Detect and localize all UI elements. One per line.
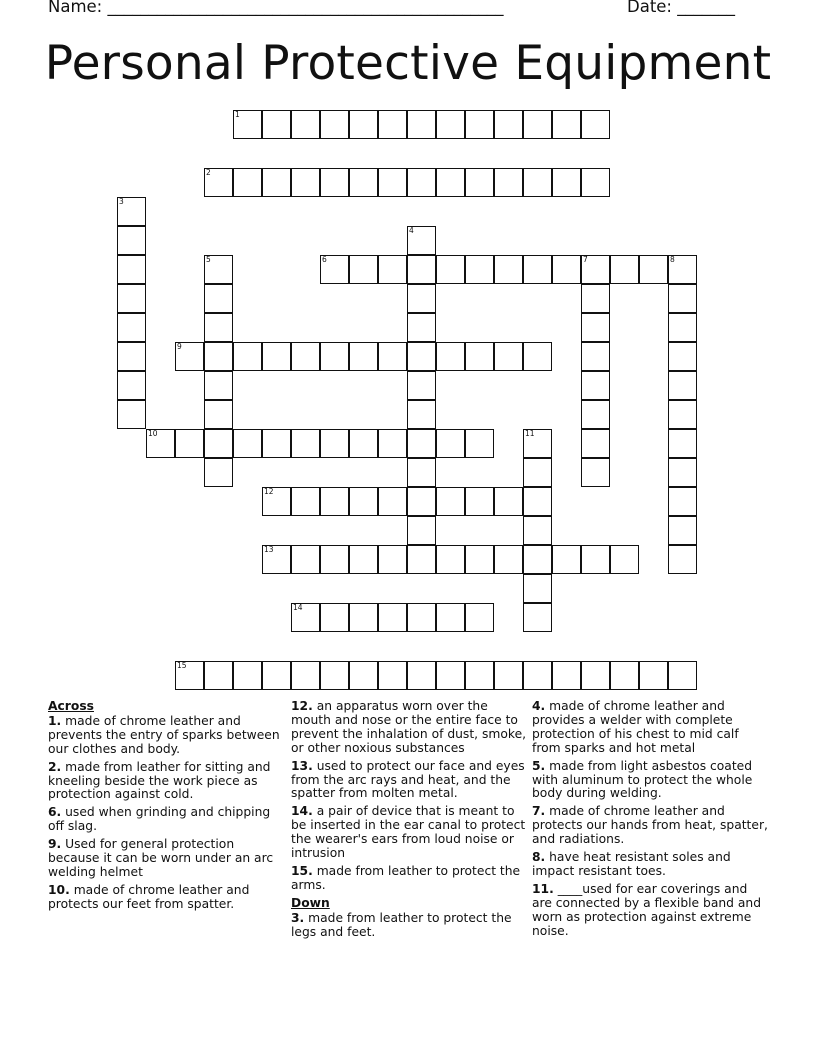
grid-cell[interactable] [494, 661, 523, 690]
grid-cell[interactable] [233, 661, 262, 690]
clue-item-number: 5. [532, 758, 546, 773]
grid-cell[interactable] [523, 545, 552, 574]
grid-cell[interactable] [407, 661, 436, 690]
grid-cell[interactable] [117, 197, 146, 226]
grid-cell[interactable] [668, 458, 697, 487]
grid-cell[interactable] [233, 110, 262, 139]
grid-cell[interactable] [204, 342, 233, 371]
clue-item-text: made of chrome leather and protects our feet from spatter. [48, 882, 250, 911]
grid-cell[interactable] [262, 487, 291, 516]
grid-cell[interactable] [378, 110, 407, 139]
grid-cell[interactable] [494, 168, 523, 197]
down-clue-list-continued [532, 700, 768, 939]
grid-cell[interactable] [378, 545, 407, 574]
grid-cell[interactable] [552, 545, 581, 574]
grid-cell[interactable] [581, 284, 610, 313]
clue-item [48, 884, 284, 912]
grid-cell[interactable] [436, 661, 465, 690]
grid-cell[interactable] [436, 110, 465, 139]
clue-number: 6 [322, 255, 327, 264]
clue-number: 10 [148, 429, 158, 438]
grid-cell[interactable] [465, 545, 494, 574]
grid-cell[interactable] [581, 110, 610, 139]
grid-cell[interactable] [204, 284, 233, 313]
clue-number: 1 [235, 110, 240, 119]
date-field[interactable]: Date: _______ [627, 0, 735, 16]
grid-cell[interactable] [262, 545, 291, 574]
clue-number: 15 [177, 661, 187, 670]
grid-cell[interactable] [233, 429, 262, 458]
grid-cell[interactable] [407, 516, 436, 545]
grid-cell[interactable] [523, 574, 552, 603]
clue-item-text: a pair of device that is meant to be inserted in the ear canal to protect the wearer's ears from loud noise or intrusion [291, 804, 526, 861]
clue-item [532, 883, 768, 939]
grid-cell[interactable] [407, 603, 436, 632]
grid-cell[interactable] [349, 603, 378, 632]
grid-cell[interactable] [465, 110, 494, 139]
grid-cell[interactable] [436, 429, 465, 458]
clue-item-text: made of chrome leather and prevents the entry of sparks between our clothes and body. [48, 713, 280, 756]
grid-cell[interactable] [378, 661, 407, 690]
clue-item-number: 3. [291, 910, 305, 925]
grid-cell[interactable] [639, 661, 668, 690]
clue-item-number: 4. [532, 699, 546, 713]
grid-cell[interactable] [349, 110, 378, 139]
clue-number: 11 [525, 429, 535, 438]
grid-cell[interactable] [552, 110, 581, 139]
grid-cell[interactable] [233, 342, 262, 371]
grid-cell[interactable] [204, 458, 233, 487]
page-title: Personal Protective Equipment [44, 36, 772, 91]
clue-item-text: made from light asbestos coated with aluminum to protect the whole body during welding. [532, 758, 753, 801]
clue-item [291, 760, 527, 802]
grid-cell[interactable] [146, 429, 175, 458]
grid-cell[interactable] [407, 168, 436, 197]
across-clue-list [48, 715, 284, 912]
grid-cell[interactable] [494, 110, 523, 139]
grid-cell[interactable] [668, 342, 697, 371]
grid-cell[interactable] [378, 255, 407, 284]
grid-cell[interactable] [494, 255, 523, 284]
clue-item-text: Used for general protection because it can be worn under an arc welding helmet [48, 837, 274, 879]
grid-cell[interactable] [291, 110, 320, 139]
grid-cell[interactable] [668, 255, 697, 284]
down-heading: Down [291, 895, 330, 910]
grid-cell[interactable] [262, 168, 291, 197]
grid-cell[interactable] [407, 545, 436, 574]
grid-cell[interactable] [291, 168, 320, 197]
clue-item-text: made of chrome leather and provides a welder with complete protection of his chest to mid calf from sparks and hot metal [532, 699, 739, 755]
grid-cell[interactable] [552, 661, 581, 690]
clue-item-text: ____used for ear coverings and are connected by a flexible band and worn as protection against extreme noise. [532, 881, 761, 938]
clue-item-text: used when grinding and chipping off slag. [48, 805, 271, 834]
clue-item [532, 851, 768, 879]
grid-cell[interactable] [523, 168, 552, 197]
grid-cell[interactable] [668, 400, 697, 429]
clue-number: 9 [177, 342, 182, 351]
grid-cell[interactable] [291, 603, 320, 632]
grid-cell[interactable] [552, 168, 581, 197]
grid-cell[interactable] [581, 400, 610, 429]
grid-cell[interactable] [581, 545, 610, 574]
clue-item [291, 912, 527, 940]
clue-item-number: 2. [48, 759, 62, 774]
grid-cell[interactable] [523, 110, 552, 139]
down-clue-list [291, 912, 527, 940]
grid-cell[interactable] [291, 545, 320, 574]
clue-number: 3 [119, 197, 124, 206]
grid-cell[interactable] [436, 545, 465, 574]
grid-cell[interactable] [117, 400, 146, 429]
clue-item-text: used to protect our face and eyes from the arc rays and heat, and the spatter from molten metal. [291, 758, 525, 801]
grid-cell[interactable] [523, 487, 552, 516]
clue-item-number: 15. [291, 863, 313, 878]
grid-cell[interactable] [407, 110, 436, 139]
grid-cell[interactable] [465, 661, 494, 690]
clue-item [532, 700, 768, 756]
grid-cell[interactable] [407, 400, 436, 429]
grid-cell[interactable] [523, 342, 552, 371]
grid-cell[interactable] [668, 487, 697, 516]
clue-item-text: have heat resistant soles and impact resistant toes. [532, 850, 731, 878]
grid-cell[interactable] [349, 487, 378, 516]
grid-cell[interactable] [494, 545, 523, 574]
clues-column-2 [291, 700, 527, 944]
grid-cell[interactable] [465, 168, 494, 197]
grid-cell[interactable] [262, 429, 291, 458]
grid-cell[interactable] [204, 400, 233, 429]
grid-cell[interactable] [117, 284, 146, 313]
grid-cell[interactable] [552, 255, 581, 284]
grid-cell[interactable] [668, 284, 697, 313]
grid-cell[interactable] [320, 342, 349, 371]
clue-item-text: made of chrome leather and protects our hands from heat, spatter, and radiations. [532, 804, 768, 847]
clue-item [291, 700, 527, 756]
clue-item-number: 7. [532, 804, 546, 819]
clue-item [48, 715, 284, 757]
clue-number: 14 [293, 603, 303, 612]
across-heading: Across [48, 699, 94, 713]
grid-cell[interactable] [436, 255, 465, 284]
grid-cell[interactable] [349, 255, 378, 284]
grid-cell[interactable] [581, 168, 610, 197]
grid-cell[interactable] [494, 487, 523, 516]
clue-item-number: 13. [291, 758, 313, 773]
grid-cell[interactable] [523, 458, 552, 487]
clue-number: 13 [264, 545, 274, 554]
grid-cell[interactable] [204, 371, 233, 400]
grid-cell[interactable] [407, 284, 436, 313]
clue-item [48, 838, 284, 880]
grid-cell[interactable] [465, 429, 494, 458]
clue-number: 4 [409, 226, 414, 235]
grid-cell[interactable] [320, 661, 349, 690]
grid-cell[interactable] [349, 168, 378, 197]
grid-cell[interactable] [581, 371, 610, 400]
grid-cell[interactable] [581, 661, 610, 690]
grid-cell[interactable] [668, 661, 697, 690]
clue-item [48, 806, 284, 834]
grid-cell[interactable] [204, 313, 233, 342]
grid-cell[interactable] [436, 168, 465, 197]
grid-cell[interactable] [262, 110, 291, 139]
grid-cell[interactable] [407, 313, 436, 342]
clue-item-text: made from leather to protect the arms. [291, 863, 521, 892]
grid-cell[interactable] [320, 603, 349, 632]
grid-cell[interactable] [175, 661, 204, 690]
grid-cell[interactable] [407, 371, 436, 400]
grid-cell[interactable] [204, 255, 233, 284]
grid-cell[interactable] [291, 429, 320, 458]
grid-cell[interactable] [581, 255, 610, 284]
grid-cell[interactable] [407, 255, 436, 284]
clue-item-number: 6. [48, 805, 62, 820]
grid-cell[interactable] [436, 487, 465, 516]
grid-cell[interactable] [523, 661, 552, 690]
grid-cell[interactable] [523, 255, 552, 284]
grid-cell[interactable] [320, 487, 349, 516]
clue-number: 7 [583, 255, 588, 264]
clue-item-text: made from leather for sitting and kneeling beside the work piece as protection against cold. [48, 759, 271, 802]
clue-item-number: 8. [532, 850, 546, 865]
grid-cell[interactable] [349, 661, 378, 690]
grid-cell[interactable] [320, 545, 349, 574]
grid-cell[interactable] [523, 429, 552, 458]
grid-cell[interactable] [668, 516, 697, 545]
grid-cell[interactable] [349, 545, 378, 574]
clue-item-text: an apparatus worn over the mouth and nose or the entire face to prevent the inhalation of dust, smoke, or other noxious substances [291, 699, 527, 755]
grid-cell[interactable] [436, 342, 465, 371]
grid-cell[interactable] [117, 255, 146, 284]
grid-cell[interactable] [581, 458, 610, 487]
grid-cell[interactable] [291, 342, 320, 371]
clue-item-number: 12. [291, 699, 313, 713]
grid-cell[interactable] [581, 429, 610, 458]
grid-cell[interactable] [117, 313, 146, 342]
grid-cell[interactable] [262, 342, 291, 371]
grid-cell[interactable] [320, 429, 349, 458]
clue-number: 2 [206, 168, 211, 177]
clue-item-number: 10. [48, 882, 70, 897]
name-field[interactable]: Name: ________________________________________________ [48, 0, 504, 16]
grid-cell[interactable] [117, 226, 146, 255]
grid-cell[interactable] [262, 661, 291, 690]
grid-cell[interactable] [378, 168, 407, 197]
clue-number: 5 [206, 255, 211, 264]
grid-cell[interactable] [407, 458, 436, 487]
clue-item-number: 14. [291, 804, 313, 819]
grid-cell[interactable] [378, 429, 407, 458]
grid-cell[interactable] [378, 603, 407, 632]
clue-number: 8 [670, 255, 675, 264]
grid-cell[interactable] [349, 342, 378, 371]
grid-cell[interactable] [407, 487, 436, 516]
grid-cell[interactable] [175, 429, 204, 458]
grid-cell[interactable] [117, 342, 146, 371]
grid-cell[interactable] [581, 342, 610, 371]
clue-item-number: 11. [532, 881, 554, 896]
grid-cell[interactable] [320, 255, 349, 284]
grid-cell[interactable] [465, 255, 494, 284]
clue-item [48, 761, 284, 803]
grid-cell[interactable] [523, 516, 552, 545]
grid-cell[interactable] [233, 168, 262, 197]
grid-cell[interactable] [465, 603, 494, 632]
grid-cell[interactable] [639, 255, 668, 284]
clue-item [532, 760, 768, 802]
grid-cell[interactable] [349, 429, 378, 458]
grid-cell[interactable] [465, 342, 494, 371]
clue-item-number: 9. [48, 837, 62, 852]
grid-cell[interactable] [291, 661, 320, 690]
grid-cell[interactable] [204, 661, 233, 690]
grid-cell[interactable] [668, 545, 697, 574]
grid-cell[interactable] [175, 342, 204, 371]
grid-cell[interactable] [610, 545, 639, 574]
clues-column-3 [532, 700, 768, 943]
grid-cell[interactable] [668, 313, 697, 342]
grid-cell[interactable] [523, 603, 552, 632]
grid-cell[interactable] [320, 110, 349, 139]
clue-item [291, 805, 527, 861]
grid-cell[interactable] [610, 661, 639, 690]
clues-column-1 [48, 700, 284, 916]
clue-item [291, 865, 527, 893]
grid-cell[interactable] [378, 342, 407, 371]
clue-item [532, 805, 768, 847]
clue-item-number: 1. [48, 713, 62, 728]
clue-number: 12 [264, 487, 274, 496]
grid-cell[interactable] [407, 342, 436, 371]
across-clue-list-continued [291, 700, 527, 893]
grid-cell[interactable] [204, 168, 233, 197]
clue-item-text: made from leather to protect the legs and feet. [291, 910, 512, 939]
grid-cell[interactable] [668, 429, 697, 458]
grid-cell[interactable] [407, 226, 436, 255]
grid-cell[interactable] [320, 168, 349, 197]
grid-cell[interactable] [204, 429, 233, 458]
grid-cell[interactable] [407, 429, 436, 458]
grid-cell[interactable] [581, 313, 610, 342]
grid-cell[interactable] [436, 603, 465, 632]
grid-cell[interactable] [117, 371, 146, 400]
grid-cell[interactable] [465, 487, 494, 516]
grid-cell[interactable] [668, 371, 697, 400]
grid-cell[interactable] [291, 487, 320, 516]
grid-cell[interactable] [610, 255, 639, 284]
grid-cell[interactable] [378, 487, 407, 516]
grid-cell[interactable] [494, 342, 523, 371]
